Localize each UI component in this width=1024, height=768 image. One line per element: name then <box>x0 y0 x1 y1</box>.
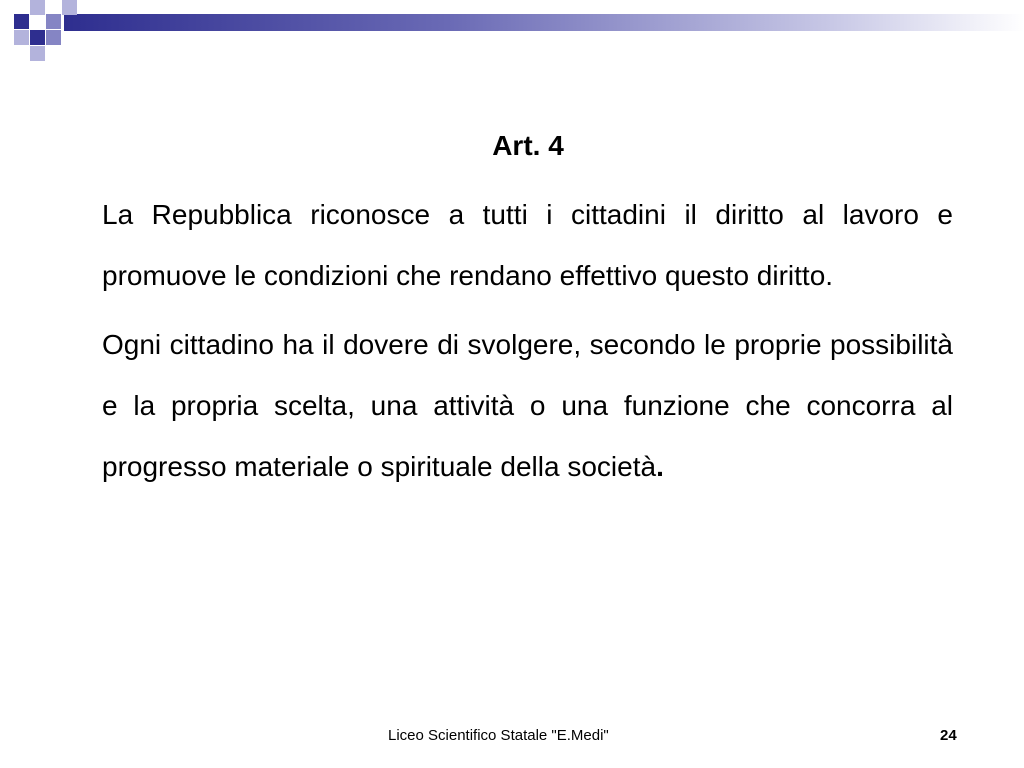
decor-square <box>46 30 61 45</box>
page-number: 24 <box>940 727 957 744</box>
slide-body <box>102 184 953 505</box>
decor-square <box>14 14 29 29</box>
decor-square <box>30 0 45 15</box>
decor-square <box>46 14 61 29</box>
paragraph-2-text: Ogni cittadino ha il dovere di svolgere, secondo le proprie possibilità e la propria scelta, una attività o una funzione che concorra al progresso materiale o spirituale della società <box>102 329 953 482</box>
decor-square <box>30 30 45 45</box>
decor-square <box>62 0 77 15</box>
paragraph-1: La Repubblica riconosce a tutti i cittadini il diritto al lavoro e promuove le condizioni che rendano effettivo questo diritto. <box>102 199 953 291</box>
decor-square <box>30 46 45 61</box>
decor-square <box>14 30 29 45</box>
paragraph-2-end: . <box>656 451 664 482</box>
slide-title: Art. 4 <box>492 130 564 161</box>
paragraph-2 <box>102 314 953 497</box>
header-gradient-bar <box>64 14 1024 31</box>
footer-school: Liceo Scientifico Statale "E.Medi" <box>388 727 609 744</box>
